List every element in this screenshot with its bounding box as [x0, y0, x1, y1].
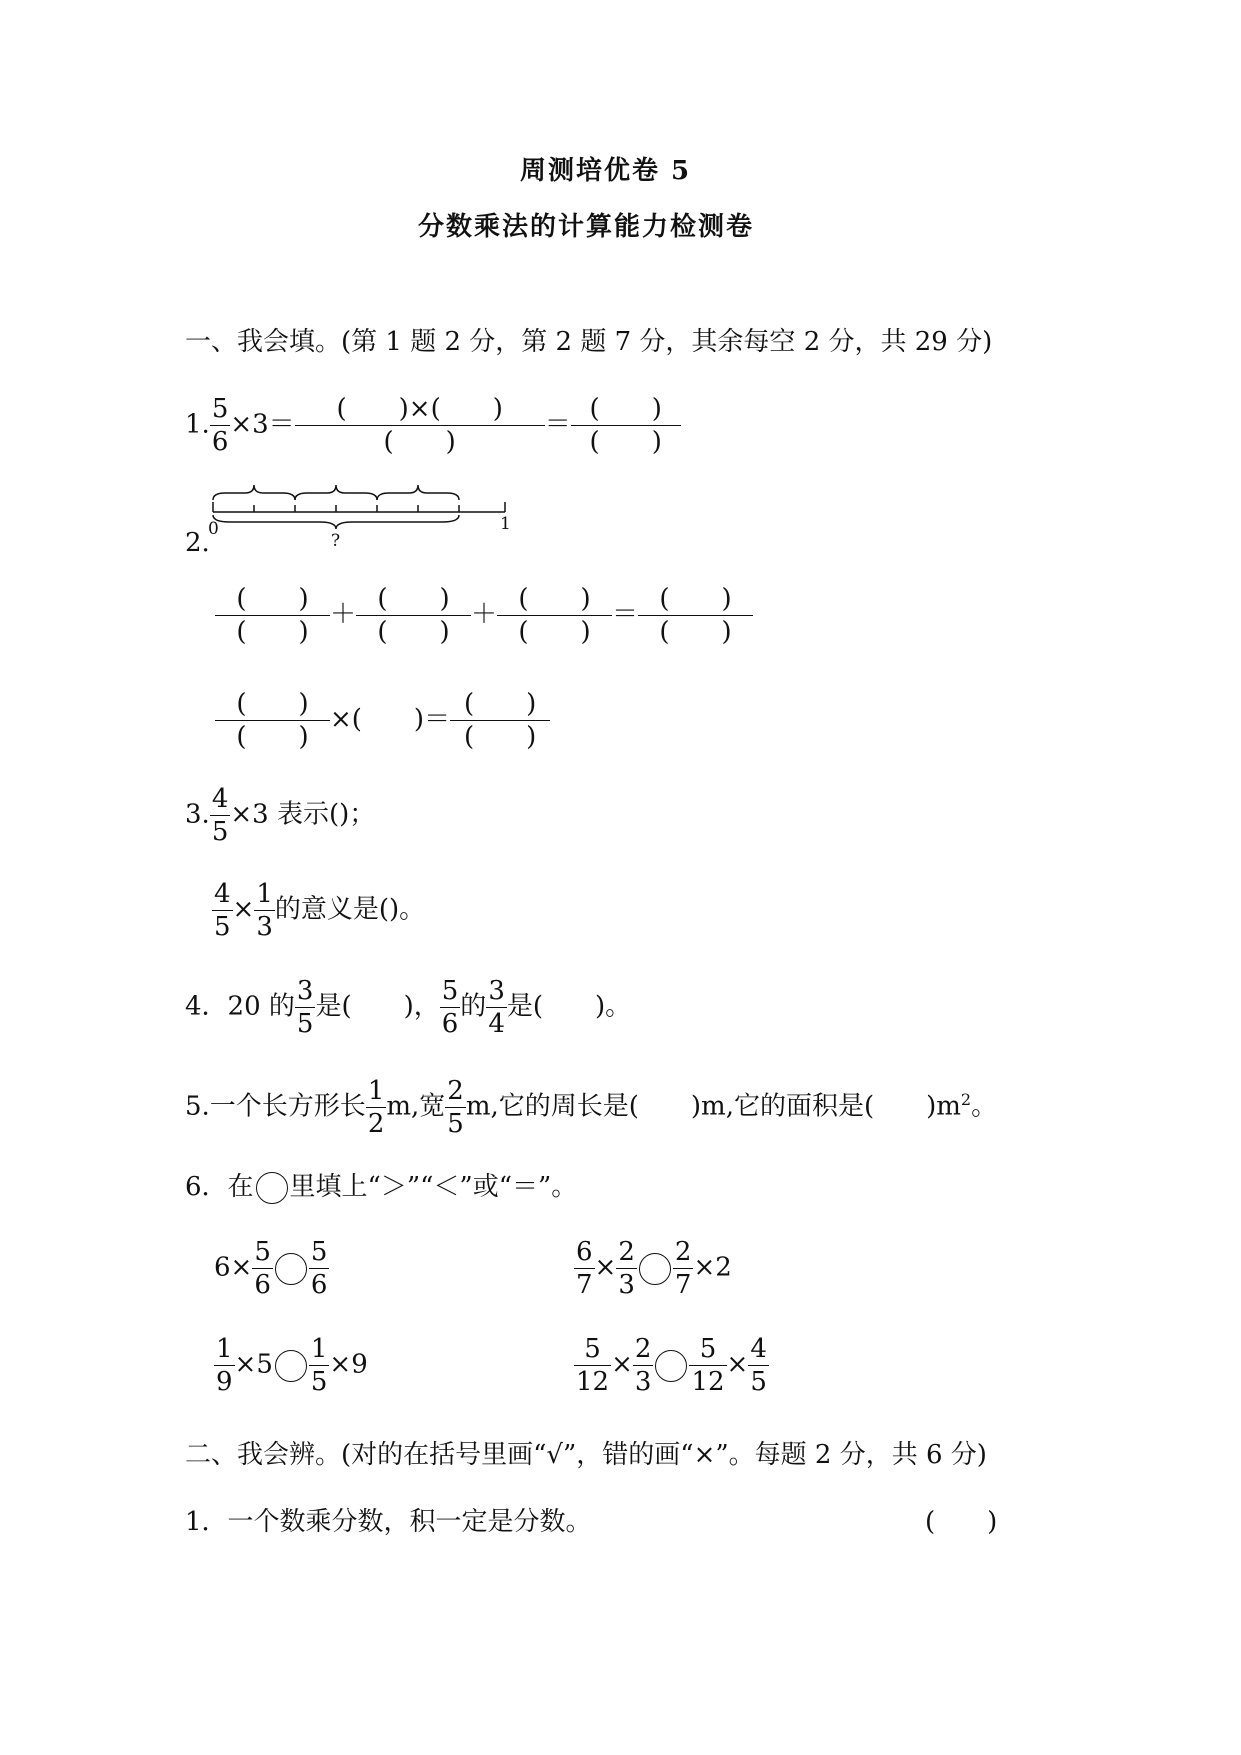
q4-text-3[interactable]: 是( )。 [506, 991, 632, 1022]
q4-fraction-a: $\frac{3}{5}$ [296, 976, 314, 1039]
q3-fraction-b1: $\frac{4}{5}$ [214, 879, 231, 942]
compare-circle-1[interactable] [275, 1253, 307, 1285]
section1-heading: 一、我会填。(第 1 题 2 分，第 2 题 7 分，其余每空 2 分，共 29 分) [185, 327, 993, 357]
section2-q1-text: 1．一个数乘分数，积一定是分数。 [185, 1507, 592, 1537]
q1-mult: ×3＝ [230, 409, 295, 440]
q4-number: 4．20 的 [185, 991, 295, 1022]
question-5 [185, 1077, 997, 1138]
q5-superscript: 2 [960, 1089, 972, 1109]
q2-zero-label: 0 [208, 519, 219, 539]
q4-text-1[interactable]: 是( )， [315, 991, 440, 1022]
q2-number-line-diagram [205, 475, 515, 545]
question-6 [185, 1172, 577, 1204]
question-1 [185, 395, 681, 456]
q2-blank-fraction-3[interactable]: $\frac{( )}{( )}$ [497, 585, 612, 646]
q6-circle-icon [256, 1172, 288, 1204]
q3-text-a: ×3 表示()； [230, 799, 376, 830]
q2-blank-fraction-2[interactable]: $\frac{( )}{( )}$ [356, 585, 471, 646]
question-3a [185, 785, 375, 846]
question-4 [185, 977, 631, 1038]
q6-item-1: 6× $\frac{5}{6}$ $\frac{5}{6}$ [214, 1237, 328, 1300]
section2-heading: 二、我会辨。(对的在括号里画“√”，错的画“×”。每题 2 分，共 6 分) [185, 1440, 987, 1470]
q3-number: 3. [185, 799, 210, 830]
q6-item-3: $\frac{1}{9}$ ×5 $\frac{1}{5}$ ×9 [216, 1334, 368, 1397]
q2-blank-fraction-6[interactable]: $\frac{( )}{( )}$ [450, 690, 550, 751]
q6-number: 6．在 [185, 1172, 254, 1202]
q3-fraction-b2: $\frac{1}{3}$ [256, 879, 273, 942]
q2-one-label: 1 [500, 514, 511, 534]
q3-fraction-a: $\frac{4}{5}$ [211, 784, 229, 847]
q3-times: × [232, 894, 255, 925]
q1-result-fraction[interactable]: $\frac{( )}{( )}$ [571, 395, 681, 456]
q2-times-blank[interactable]: ×( ) [330, 704, 425, 735]
q5-text-2[interactable]: m,它的周长是( )m,它的面积是( )m [465, 1091, 961, 1122]
page-title: 周测培优卷 5 [520, 156, 692, 186]
q2-equals-2: ＝ [424, 704, 451, 735]
q4-fraction-c: $\frac{3}{4}$ [488, 976, 505, 1039]
section2-q1-answer-blank[interactable]: ( ) [925, 1507, 998, 1537]
q4-text-2: 的 [460, 991, 487, 1022]
q6-item-2: $\frac{6}{7}$ × $\frac{2}{3}$ $\frac{2}{7}$ ×2 [576, 1237, 732, 1300]
q6-item-4: $\frac{5}{12}$ × $\frac{2}{3}$ $\frac{5}{12}$ × $\frac{4}{5}$ [576, 1334, 767, 1397]
q5-fraction-length: $\frac{1}{2}$ [367, 1076, 385, 1139]
q1-fraction: $\frac{5}{6}$ [211, 394, 229, 457]
q4-fraction-b: $\frac{5}{6}$ [441, 976, 459, 1039]
q2-blank-fraction-4[interactable]: $\frac{( )}{( )}$ [638, 585, 753, 646]
q2-blank-fraction-5[interactable]: $\frac{( )}{( )}$ [215, 690, 330, 751]
q5-number: 5.一个长方形长 [185, 1091, 366, 1122]
compare-circle-3[interactable] [275, 1350, 307, 1382]
page-subtitle: 分数乘法的计算能力检测卷 [418, 212, 755, 242]
compare-circle-4[interactable] [655, 1350, 687, 1382]
q2-number: 2. [185, 528, 210, 558]
q3-text-b: 的意义是()。 [274, 894, 426, 925]
q5-text-1: m,宽 [386, 1091, 446, 1122]
q1-number: 1. [185, 409, 210, 440]
q1-equals: ＝ [544, 409, 571, 440]
q2-question-mark: ? [331, 531, 341, 551]
q1-blank-fraction[interactable]: $\frac{( )\times( )}{( )}$ [295, 395, 545, 456]
question-3b [212, 880, 425, 941]
q2-blank-fraction-1[interactable]: $\frac{( )}{( )}$ [215, 585, 330, 646]
q5-fraction-width: $\frac{2}{5}$ [447, 1076, 464, 1139]
q6-instruction: 里填上“＞”“＜”或“＝”。 [289, 1172, 578, 1202]
q5-end: 。 [971, 1091, 998, 1122]
q2-plus-1: ＋ [330, 599, 357, 630]
q2-multiplication-line [215, 690, 550, 751]
compare-circle-2[interactable] [639, 1253, 671, 1285]
q2-addition-line [215, 585, 753, 646]
q2-equals: ＝ [612, 599, 639, 630]
q2-plus-2: ＋ [471, 599, 498, 630]
